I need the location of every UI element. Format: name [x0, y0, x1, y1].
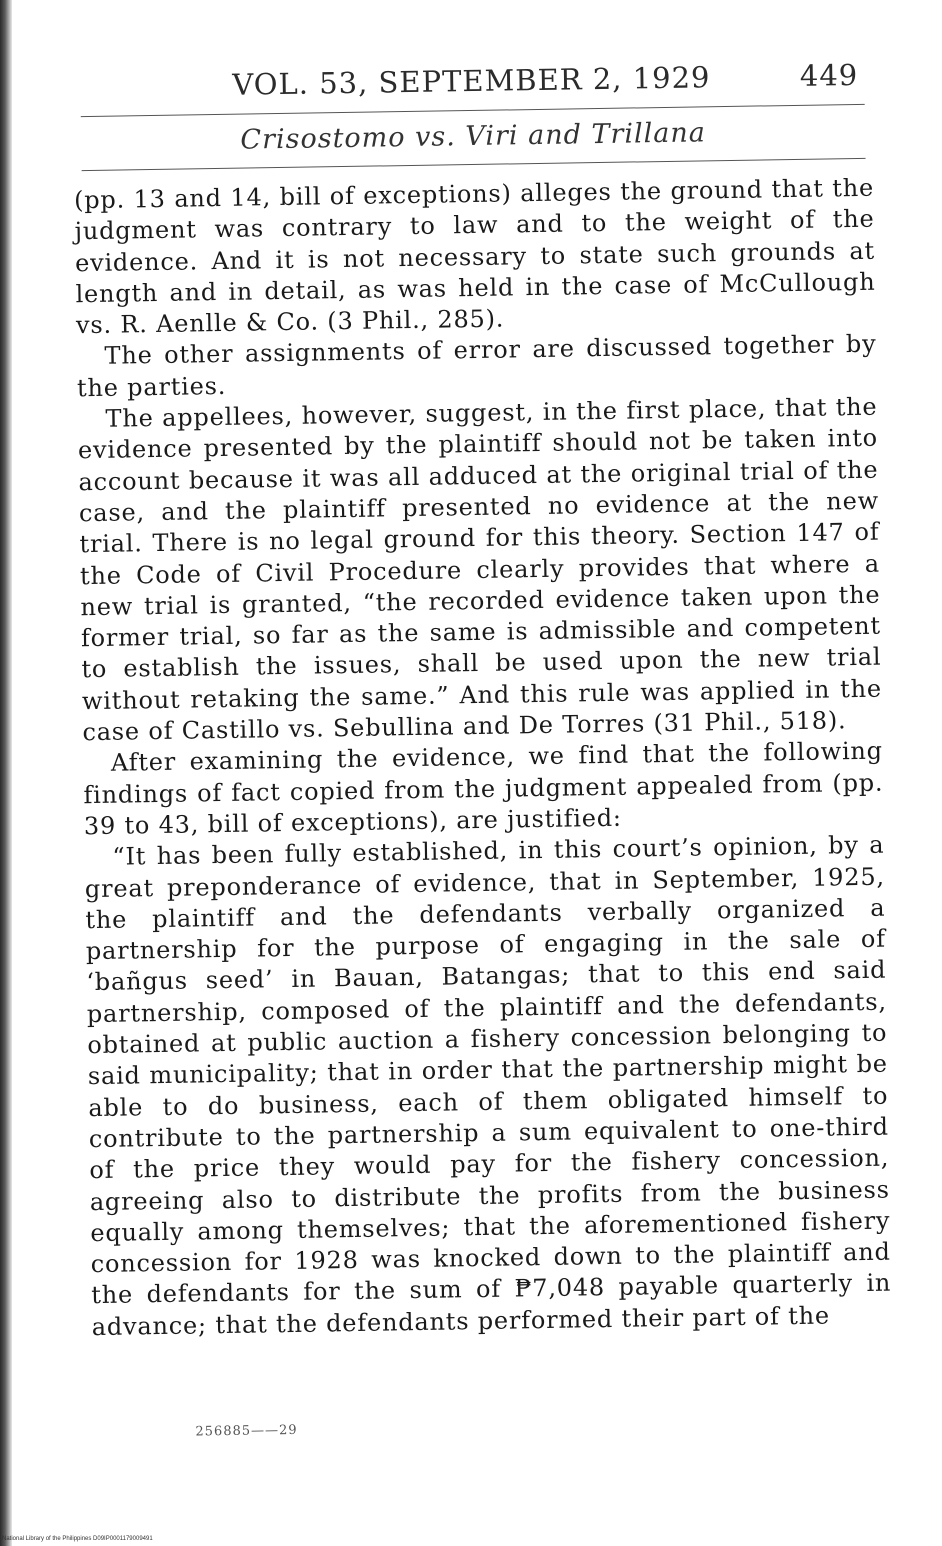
quoted-findings-paragraph: “It has been fully established, in this court’s opinion, by a great preponderance of evidence, that in September, 1925, the plaintiff and the defendants verbally organized a partnership for the purpose of engaging in the sale of ‘bañgus seed’ in Bauan, Batangas; that to this end said partnership, composed of the plaintiff and the defendants, obtained at public auction a fishery concession belonging to said municipality; that in order that the partnership might be able to do business, each of them obligated himself to contribute to the partnership a sum equivalent to one-third of the price they would pay for the fishery concession, agreeing also to distribute the profits from the business equally among themselves; that the aforementioned fishery concession for 1928 was knocked down to the plaintiff and the defendants for the sum of ₱7,048 payable quarterly in advance; that the defendants performed their part of the [84, 830, 892, 1341]
volume-date: VOL. 53, SEPTEMBER 2, 1929 [232, 60, 711, 102]
paragraph-continued: (pp. 13 and 14, bill of exceptions) alleges the ground that the judgment was contrary to law and to the weight of the evidence. And it is not necessary to state such grounds at length and in detail, as was held in the case of McCullough vs. R. Aenlle & Co. (3 Phil., 285). [73, 173, 876, 340]
case-title: Crisostomo vs. Viri and Trillana [240, 117, 707, 156]
document-page [72, 58, 895, 1510]
print-code: 256885——29 [195, 1422, 298, 1440]
book-binding-shadow [0, 0, 12, 1546]
paragraph: After examining the evidence, we find that the following findings of fact copied from the judgment appealed from (pp. 39 to 43, bill of exceptions), are justified: [83, 736, 884, 841]
body-text [74, 173, 892, 1343]
scan-credit: National Library of the Philippines D09IP0001179009491 [2, 1536, 153, 1542]
paragraph: The other assignments of error are discussed together by the parties. [76, 330, 877, 403]
paragraph: The appellees, however, suggest, in the first place, that the evidence presented by the plaintiff should not be taken into account because it was all adduced at the original trial of the case, and the plaintiff presented no evidence at the new trial. There is no legal ground for this theory. Section 147 of the Code of Civil Procedure clearly provides that where a new trial is granted, “the recorded evidence taken upon the former trial, so far as the same is admissible and competent to establish the issues, shall be used upon the new trial without retaking the same.” And this rule was applied in the case of Castillo vs. Sebullina and De Torres (31 Phil., 518). [77, 392, 883, 747]
header-rule-bottom [82, 158, 866, 171]
page-number: 449 [799, 57, 859, 93]
running-header [72, 58, 872, 105]
header-rule-top [81, 104, 865, 117]
